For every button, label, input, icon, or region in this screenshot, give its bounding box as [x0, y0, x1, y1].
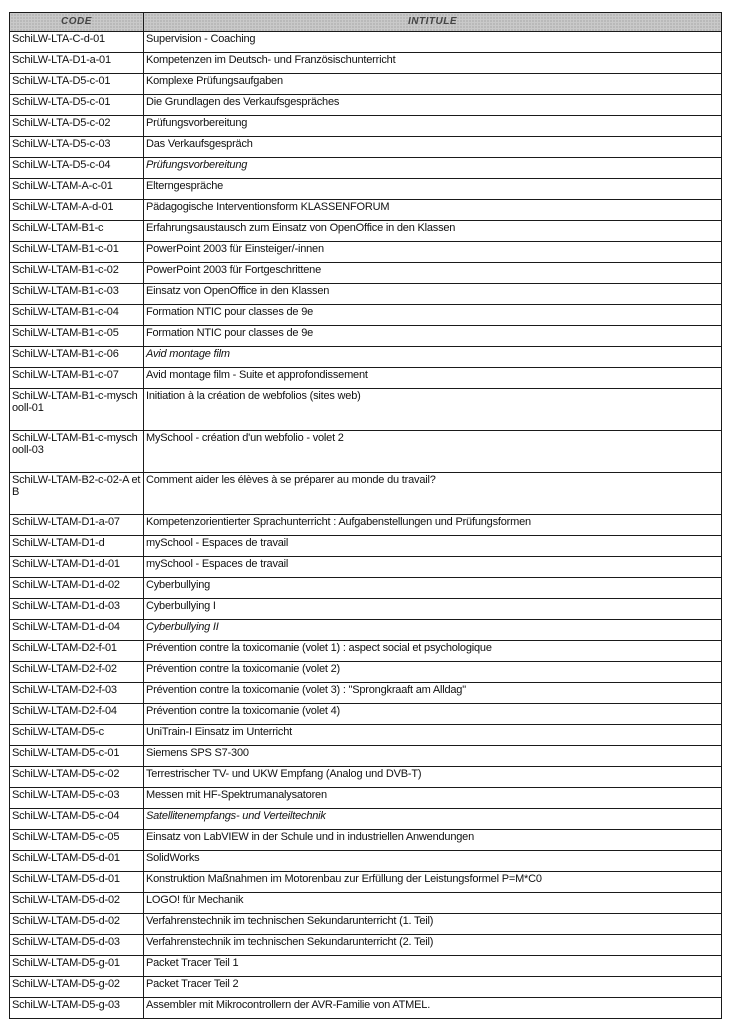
- table-row: [10, 200, 722, 221]
- table-row: [10, 263, 722, 284]
- title-cell: Kompetenzen im Deutsch- und Französischunterricht: [144, 53, 722, 74]
- title-cell: Erfahrungsaustausch zum Einsatz von OpenOffice in den Klassen: [144, 221, 722, 242]
- title-cell: Prévention contre la toxicomanie (volet 2): [144, 662, 722, 683]
- code-cell: SchiLW-LTAM-D5-d-03: [10, 935, 144, 956]
- table-row: [10, 599, 722, 620]
- code-cell: SchiLW-LTAM-B1-c-06: [10, 347, 144, 368]
- title-cell: Einsatz von OpenOffice in den Klassen: [144, 284, 722, 305]
- title-cell: Avid montage film: [144, 347, 722, 368]
- table-row: [10, 431, 722, 473]
- code-cell: SchiLW-LTAM-D2-f-01: [10, 641, 144, 662]
- title-cell: mySchool - Espaces de travail: [144, 536, 722, 557]
- code-cell: SchiLW-LTAM-D5-c-01: [10, 746, 144, 767]
- code-cell: SchiLW-LTAM-B1-c-myschooll-01: [10, 389, 144, 431]
- title-cell: Cyberbullying II: [144, 620, 722, 641]
- code-cell: SchiLW-LTA-D5-c-02: [10, 116, 144, 137]
- table-row: [10, 935, 722, 956]
- title-cell: Packet Tracer Teil 1: [144, 956, 722, 977]
- table-row: [10, 788, 722, 809]
- title-cell: Prévention contre la toxicomanie (volet 1) : aspect social et psychologique: [144, 641, 722, 662]
- code-cell: SchiLW-LTAM-D5-c: [10, 725, 144, 746]
- code-cell: SchiLW-LTAM-D2-f-02: [10, 662, 144, 683]
- code-cell: SchiLW-LTAM-D1-a-07: [10, 515, 144, 536]
- title-cell: Kompetenzorientierter Sprachunterricht : Aufgabenstellungen und Prüfungsformen: [144, 515, 722, 536]
- title-cell: Elterngespräche: [144, 179, 722, 200]
- table-row: [10, 515, 722, 536]
- title-cell: Prüfungsvorbereitung: [144, 116, 722, 137]
- code-cell: SchiLW-LTAM-B1-c: [10, 221, 144, 242]
- title-cell: Packet Tracer Teil 2: [144, 977, 722, 998]
- table-row: [10, 746, 722, 767]
- title-cell: mySchool - Espaces de travail: [144, 557, 722, 578]
- title-cell: Prévention contre la toxicomanie (volet 3) : "Sprongkraaft am Alldag": [144, 683, 722, 704]
- title-cell: Comment aider les élèves à se préparer au monde du travail?: [144, 473, 722, 515]
- code-cell: SchiLW-LTAM-D2-f-04: [10, 704, 144, 725]
- title-cell: Konstruktion Maßnahmen im Motorenbau zur Erfüllung der Leistungsformel P=M*C0: [144, 872, 722, 893]
- table-row: [10, 242, 722, 263]
- code-cell: SchiLW-LTAM-D5-d-01: [10, 872, 144, 893]
- title-cell: Supervision - Coaching: [144, 32, 722, 53]
- table-row: [10, 284, 722, 305]
- table-row: [10, 662, 722, 683]
- title-cell: Verfahrenstechnik im technischen Sekundarunterricht (2. Teil): [144, 935, 722, 956]
- table-row: [10, 74, 722, 95]
- title-cell: Assembler mit Mikrocontrollern der AVR-Familie von ATMEL.: [144, 998, 722, 1019]
- title-cell: LOGO! für Mechanik: [144, 893, 722, 914]
- table-row: [10, 389, 722, 431]
- title-cell: Das Verkaufsgespräch: [144, 137, 722, 158]
- code-cell: SchiLW-LTAM-A-d-01: [10, 200, 144, 221]
- table-row: [10, 557, 722, 578]
- table-row: [10, 95, 722, 116]
- table-row: [10, 32, 722, 53]
- code-cell: SchiLW-LTAM-D1-d-04: [10, 620, 144, 641]
- code-cell: SchiLW-LTAM-B1-c-02: [10, 263, 144, 284]
- document-page: [9, 12, 721, 1019]
- code-cell: SchiLW-LTAM-A-c-01: [10, 179, 144, 200]
- table-body: [10, 32, 722, 1019]
- table-row: [10, 767, 722, 788]
- table-row: [10, 998, 722, 1019]
- table-row: [10, 956, 722, 977]
- table-row: [10, 326, 722, 347]
- code-cell: SchiLW-LTAM-B2-c-02-A et B: [10, 473, 144, 515]
- title-cell: Die Grundlagen des Verkaufsgespräches: [144, 95, 722, 116]
- table-row: [10, 53, 722, 74]
- table-row: [10, 137, 722, 158]
- code-cell: SchiLW-LTA-D5-c-03: [10, 137, 144, 158]
- code-cell: SchiLW-LTAM-B1-c-07: [10, 368, 144, 389]
- table-row: [10, 347, 722, 368]
- title-cell: SolidWorks: [144, 851, 722, 872]
- table-row: [10, 641, 722, 662]
- table-header-row: [10, 13, 722, 32]
- code-cell: SchiLW-LTAM-D5-g-02: [10, 977, 144, 998]
- code-cell: SchiLW-LTAM-B1-c-03: [10, 284, 144, 305]
- table-row: [10, 116, 722, 137]
- table-row: [10, 578, 722, 599]
- code-cell: SchiLW-LTAM-D1-d-01: [10, 557, 144, 578]
- code-cell: SchiLW-LTAM-D5-c-02: [10, 767, 144, 788]
- table-row: [10, 851, 722, 872]
- title-cell: Siemens SPS S7-300: [144, 746, 722, 767]
- table-row: [10, 977, 722, 998]
- title-cell: Prévention contre la toxicomanie (volet 4): [144, 704, 722, 725]
- code-cell: SchiLW-LTAM-D1-d: [10, 536, 144, 557]
- table-row: [10, 914, 722, 935]
- title-cell: MySchool - création d'un webfolio - volet 2: [144, 431, 722, 473]
- title-cell: Pädagogische Interventionsform KLASSENFORUM: [144, 200, 722, 221]
- table-row: [10, 368, 722, 389]
- table-row: [10, 305, 722, 326]
- table-row: [10, 221, 722, 242]
- table-row: [10, 830, 722, 851]
- code-cell: SchiLW-LTA-C-d-01: [10, 32, 144, 53]
- code-cell: SchiLW-LTAM-D5-c-05: [10, 830, 144, 851]
- table-row: [10, 158, 722, 179]
- code-cell: SchiLW-LTAM-D5-g-01: [10, 956, 144, 977]
- title-cell: Cyberbullying I: [144, 599, 722, 620]
- title-cell: PowerPoint 2003 für Fortgeschrittene: [144, 263, 722, 284]
- code-cell: SchiLW-LTAM-D5-d-02: [10, 914, 144, 935]
- title-cell: Messen mit HF-Spektrumanalysatoren: [144, 788, 722, 809]
- title-cell: Formation NTIC pour classes de 9e: [144, 326, 722, 347]
- title-cell: Terrestrischer TV- und UKW Empfang (Analog und DVB-T): [144, 767, 722, 788]
- table-row: [10, 683, 722, 704]
- code-cell: SchiLW-LTAM-D5-c-04: [10, 809, 144, 830]
- title-cell: Avid montage film - Suite et approfondissement: [144, 368, 722, 389]
- title-cell: Satellitenempfangs- und Verteiltechnik: [144, 809, 722, 830]
- title-cell: Initiation à la création de webfolios (sites web): [144, 389, 722, 431]
- title-cell: UniTrain-I Einsatz im Unterricht: [144, 725, 722, 746]
- header-code: CODE: [10, 13, 144, 32]
- title-cell: Formation NTIC pour classes de 9e: [144, 305, 722, 326]
- table-row: [10, 536, 722, 557]
- code-cell: SchiLW-LTAM-B1-c-05: [10, 326, 144, 347]
- code-cell: SchiLW-LTA-D5-c-04: [10, 158, 144, 179]
- code-cell: SchiLW-LTAM-D5-d-01: [10, 851, 144, 872]
- code-cell: SchiLW-LTA-D5-c-01: [10, 95, 144, 116]
- table-row: [10, 725, 722, 746]
- code-cell: SchiLW-LTAM-D2-f-03: [10, 683, 144, 704]
- title-cell: Einsatz von LabVIEW in der Schule und in industriellen Anwendungen: [144, 830, 722, 851]
- code-cell: SchiLW-LTAM-D5-d-02: [10, 893, 144, 914]
- table-row: [10, 704, 722, 725]
- title-cell: Komplexe Prüfungsaufgaben: [144, 74, 722, 95]
- code-cell: SchiLW-LTAM-B1-c-04: [10, 305, 144, 326]
- code-cell: SchiLW-LTAM-D5-c-03: [10, 788, 144, 809]
- title-cell: Cyberbullying: [144, 578, 722, 599]
- course-table: [9, 12, 722, 1019]
- header-title: INTITULE: [144, 13, 722, 32]
- code-cell: SchiLW-LTAM-D1-d-03: [10, 599, 144, 620]
- code-cell: SchiLW-LTAM-D1-d-02: [10, 578, 144, 599]
- title-cell: Verfahrenstechnik im technischen Sekundarunterricht (1. Teil): [144, 914, 722, 935]
- code-cell: SchiLW-LTA-D1-a-01: [10, 53, 144, 74]
- table-row: [10, 620, 722, 641]
- table-row: [10, 809, 722, 830]
- code-cell: SchiLW-LTA-D5-c-01: [10, 74, 144, 95]
- table-row: [10, 893, 722, 914]
- table-row: [10, 872, 722, 893]
- title-cell: PowerPoint 2003 für Einsteiger/-innen: [144, 242, 722, 263]
- title-cell: Prüfungsvorbereitung: [144, 158, 722, 179]
- code-cell: SchiLW-LTAM-B1-c-myschooll-03: [10, 431, 144, 473]
- code-cell: SchiLW-LTAM-B1-c-01: [10, 242, 144, 263]
- table-row: [10, 179, 722, 200]
- table-row: [10, 473, 722, 515]
- code-cell: SchiLW-LTAM-D5-g-03: [10, 998, 144, 1019]
